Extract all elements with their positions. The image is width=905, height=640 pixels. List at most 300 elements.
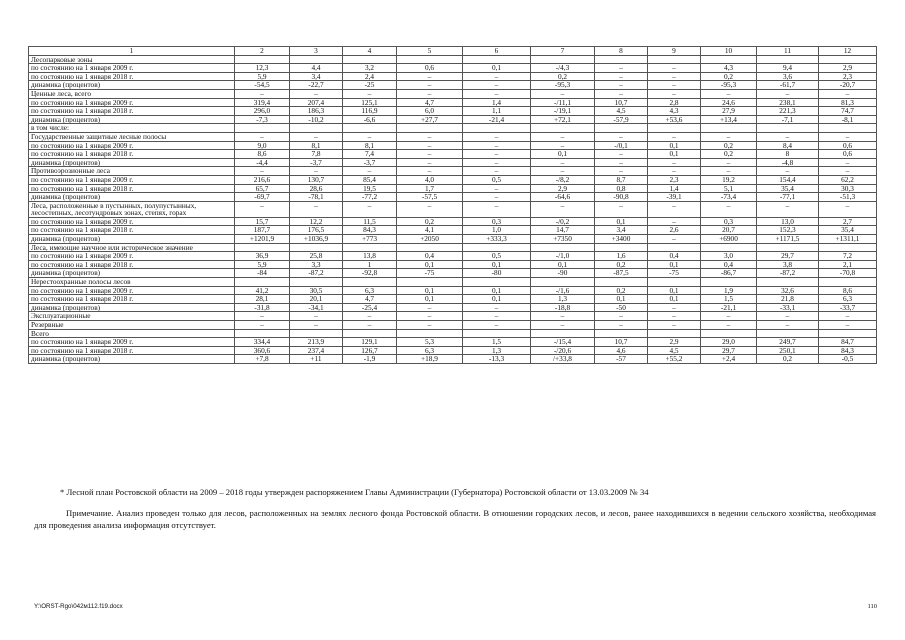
table-cell [819, 329, 877, 338]
table-cell: – [531, 167, 595, 176]
table-cell: – [595, 64, 648, 73]
table-cell: -/11,1 [531, 98, 595, 107]
table-cell [290, 278, 343, 287]
table-cell: -22,7 [290, 81, 343, 90]
table-cell: – [235, 89, 290, 98]
table-cell: 0,4 [701, 260, 757, 269]
table-cell: 7,8 [290, 150, 343, 159]
row-label: по состоянию на 1 января 2009 г. [29, 252, 235, 261]
table-cell: – [397, 141, 463, 150]
table-cell: 32,6 [757, 286, 819, 295]
table-cell: -57 [595, 355, 648, 364]
table-cell: – [463, 193, 531, 202]
row-label: Нерестоохранные полосы лесов [29, 278, 235, 287]
table-cell: – [463, 89, 531, 98]
table-cell: +72,1 [531, 115, 595, 124]
table-cell [290, 329, 343, 338]
table-cell [343, 243, 397, 252]
row-label: по состоянию на 1 января 2018 г. [29, 72, 235, 81]
row-label: по состоянию на 1 января 2009 г. [29, 338, 235, 347]
table-cell: 1,5 [701, 295, 757, 304]
column-number: 10 [701, 47, 757, 56]
table-cell: – [290, 201, 343, 217]
table-row [29, 141, 877, 150]
table-cell: +1036,9 [290, 235, 343, 244]
table-cell: +3400 [595, 235, 648, 244]
column-number: 9 [648, 47, 701, 56]
row-label: Противоэрозионные леса [29, 167, 235, 176]
table-cell: -33,1 [757, 303, 819, 312]
table-cell: -70,8 [819, 269, 877, 278]
table-cell: 0,1 [531, 260, 595, 269]
table-cell [819, 124, 877, 133]
table-cell: – [397, 150, 463, 159]
column-number: 8 [595, 47, 648, 56]
table-cell: 1,3 [463, 346, 531, 355]
table-cell [235, 278, 290, 287]
table-cell: -57,5 [397, 193, 463, 202]
table-cell: 0,1 [531, 150, 595, 159]
table-cell: – [595, 312, 648, 321]
row-label: Леса, имеющие научное или историческое значение [29, 243, 235, 252]
table-cell: 0,1 [648, 141, 701, 150]
table-row [29, 338, 877, 347]
table-cell: -25,4 [343, 303, 397, 312]
table-cell: – [463, 81, 531, 90]
table-cell [819, 55, 877, 64]
table-cell: 0,5 [463, 252, 531, 261]
table-cell: -92,8 [343, 269, 397, 278]
table-cell: – [397, 81, 463, 90]
table-cell: -31,8 [235, 303, 290, 312]
table-cell: – [819, 312, 877, 321]
table-cell: – [701, 321, 757, 330]
table-cell: – [290, 167, 343, 176]
table-cell: -4,8 [757, 158, 819, 167]
table-cell: 207,4 [290, 98, 343, 107]
table-cell: – [595, 132, 648, 141]
table-cell [463, 55, 531, 64]
table-cell: 25,8 [290, 252, 343, 261]
table-cell: -61,7 [757, 81, 819, 90]
table-cell [595, 243, 648, 252]
table-cell: -/8,2 [531, 175, 595, 184]
table-cell: 20,1 [290, 295, 343, 304]
table-cell: 10,7 [595, 98, 648, 107]
table-cell: -95,3 [531, 81, 595, 90]
table-cell: 130,7 [290, 175, 343, 184]
table-row [29, 278, 877, 287]
table-cell: 176,5 [290, 226, 343, 235]
table-cell: 6,3 [343, 286, 397, 295]
table-row [29, 158, 877, 167]
table-cell: – [531, 141, 595, 150]
table-cell: – [757, 312, 819, 321]
table-cell: 7,2 [819, 252, 877, 261]
table-cell: 85,4 [343, 175, 397, 184]
table-cell: 11,5 [343, 217, 397, 226]
table-cell: 36,9 [235, 252, 290, 261]
table-row [29, 115, 877, 124]
table-cell: 1,7 [397, 184, 463, 193]
table-cell: +7,8 [235, 355, 290, 364]
table-cell: 0,2 [595, 286, 648, 295]
table-row [29, 150, 877, 159]
row-label: динамика (процентов) [29, 303, 235, 312]
table-cell: 4,7 [343, 295, 397, 304]
table-cell: -8,1 [819, 115, 877, 124]
table-cell: – [463, 72, 531, 81]
table-cell [531, 243, 595, 252]
table-cell: /+33,8 [531, 355, 595, 364]
table-cell: 6,0 [397, 107, 463, 116]
table-cell: – [701, 132, 757, 141]
table-cell: -1,9 [343, 355, 397, 364]
table-cell: 27,9 [701, 107, 757, 116]
table-cell: -86,7 [701, 269, 757, 278]
table-cell: -90,8 [595, 193, 648, 202]
table-cell [235, 243, 290, 252]
table-cell [397, 55, 463, 64]
table-cell: 3,8 [757, 260, 819, 269]
row-label: динамика (процентов) [29, 193, 235, 202]
table-cell: 129,1 [343, 338, 397, 347]
table-cell: 30,3 [819, 184, 877, 193]
table-cell: 216,6 [235, 175, 290, 184]
table-cell: -78,1 [290, 193, 343, 202]
table-cell: 2,1 [819, 260, 877, 269]
table-cell: +11 [290, 355, 343, 364]
table-cell: – [397, 132, 463, 141]
column-number: 3 [290, 47, 343, 56]
table-cell: – [235, 132, 290, 141]
table-cell: 81,3 [819, 98, 877, 107]
table-cell: – [648, 217, 701, 226]
table-cell [235, 124, 290, 133]
table-cell: -64,6 [531, 193, 595, 202]
column-number: 1 [29, 47, 235, 56]
table-cell: – [701, 312, 757, 321]
table-cell: 15,7 [235, 217, 290, 226]
table-cell: – [397, 201, 463, 217]
table-cell: – [819, 158, 877, 167]
table-cell: -21,1 [701, 303, 757, 312]
table-cell: – [595, 201, 648, 217]
row-label: динамика (процентов) [29, 355, 235, 364]
table-cell: -50 [595, 303, 648, 312]
table-cell [701, 329, 757, 338]
table-cell [531, 329, 595, 338]
table-cell: -/0,1 [595, 141, 648, 150]
row-label: по состоянию на 1 января 2009 г. [29, 217, 235, 226]
table-cell: 0,2 [701, 150, 757, 159]
table-row [29, 98, 877, 107]
row-label: Ценные леса, всего [29, 89, 235, 98]
table-cell: 41,2 [235, 286, 290, 295]
table-cell: 186,3 [290, 107, 343, 116]
table-row [29, 321, 877, 330]
table-row [29, 312, 877, 321]
table-cell: 2,9 [531, 184, 595, 193]
table-cell: -18,8 [531, 303, 595, 312]
row-label: в том числе: [29, 124, 235, 133]
table-cell: – [397, 167, 463, 176]
table-cell: +773 [343, 235, 397, 244]
table-cell: -/1,6 [531, 286, 595, 295]
table-cell: -80 [463, 269, 531, 278]
table-cell [701, 278, 757, 287]
table-cell [343, 124, 397, 133]
table-cell: 29,7 [701, 346, 757, 355]
column-number: 5 [397, 47, 463, 56]
table-cell: – [595, 167, 648, 176]
table-cell: – [290, 321, 343, 330]
table-cell [648, 278, 701, 287]
table-row [29, 260, 877, 269]
page-number: 110 [867, 603, 877, 610]
table-cell: +13,4 [701, 115, 757, 124]
table-cell: 35,4 [757, 184, 819, 193]
table-cell: – [648, 132, 701, 141]
table-cell: 0,1 [397, 286, 463, 295]
table-cell: -87,2 [757, 269, 819, 278]
table-cell: 20,7 [701, 226, 757, 235]
table-row [29, 132, 877, 141]
table-cell [235, 329, 290, 338]
table-cell: +333,3 [463, 235, 531, 244]
table-cell: +7350 [531, 235, 595, 244]
table-cell: 126,7 [343, 346, 397, 355]
row-label: по состоянию на 1 января 2018 г. [29, 184, 235, 193]
table-cell [463, 278, 531, 287]
table-cell: 319,4 [235, 98, 290, 107]
table-cell: -77,2 [343, 193, 397, 202]
table-cell [531, 55, 595, 64]
forest-data-table [28, 46, 877, 364]
table-cell: -77,1 [757, 193, 819, 202]
table-cell: – [595, 321, 648, 330]
table-cell [757, 55, 819, 64]
table-cell [819, 278, 877, 287]
table-cell: -34,1 [290, 303, 343, 312]
table-cell: -75 [397, 269, 463, 278]
table-cell: 2,9 [819, 64, 877, 73]
table-cell: – [648, 81, 701, 90]
table-cell [701, 55, 757, 64]
table-row [29, 346, 877, 355]
table-cell: 28,6 [290, 184, 343, 193]
table-cell [397, 329, 463, 338]
table-cell: +2,4 [701, 355, 757, 364]
table-cell: – [757, 321, 819, 330]
table-row [29, 201, 877, 217]
table-row [29, 286, 877, 295]
table-cell: 0,6 [819, 141, 877, 150]
table-cell: – [648, 72, 701, 81]
table-cell [397, 278, 463, 287]
table-cell: +1311,1 [819, 235, 877, 244]
table-cell: 0,6 [819, 150, 877, 159]
table-cell: -7,1 [757, 115, 819, 124]
table-cell: -39,1 [648, 193, 701, 202]
table-cell: – [819, 167, 877, 176]
column-number: 2 [235, 47, 290, 56]
table-cell: 0,3 [701, 217, 757, 226]
table-cell: – [463, 132, 531, 141]
table-cell: – [235, 167, 290, 176]
table-cell: 1,3 [531, 295, 595, 304]
table-cell: 1,6 [595, 252, 648, 261]
table-cell: 3,0 [701, 252, 757, 261]
row-label: динамика (процентов) [29, 115, 235, 124]
table-cell: 0,4 [648, 252, 701, 261]
table-cell: 2,6 [648, 226, 701, 235]
table-cell: 2,8 [648, 98, 701, 107]
table-cell: 187,7 [235, 226, 290, 235]
table-cell: 2,3 [648, 175, 701, 184]
table-cell: 8,6 [819, 286, 877, 295]
table-cell: – [648, 167, 701, 176]
table-cell: -84 [235, 269, 290, 278]
table-cell: – [595, 158, 648, 167]
table-row [29, 89, 877, 98]
table-cell: 0,5 [463, 175, 531, 184]
table-row [29, 193, 877, 202]
table-cell: 1,4 [648, 184, 701, 193]
table-cell: – [757, 167, 819, 176]
table-cell: +1171,5 [757, 235, 819, 244]
row-label: по состоянию на 1 января 2018 г. [29, 150, 235, 159]
table-cell: -20,7 [819, 81, 877, 90]
row-label: динамика (процентов) [29, 269, 235, 278]
table-cell: 154,4 [757, 175, 819, 184]
table-cell: 4,1 [397, 226, 463, 235]
table-cell [343, 278, 397, 287]
row-label: по состоянию на 1 января 2009 г. [29, 98, 235, 107]
table-cell: – [343, 89, 397, 98]
table-cell [757, 243, 819, 252]
table-cell: – [397, 158, 463, 167]
row-label: динамика (процентов) [29, 235, 235, 244]
table-cell: – [648, 89, 701, 98]
table-cell: -13,3 [463, 355, 531, 364]
table-cell: -57,9 [595, 115, 648, 124]
table-cell: 0,2 [757, 355, 819, 364]
table-cell: -/1,0 [531, 252, 595, 261]
table-cell [463, 124, 531, 133]
table-cell: 7,4 [343, 150, 397, 159]
table-cell: 62,2 [819, 175, 877, 184]
table-cell: 1,1 [463, 107, 531, 116]
table-cell: – [290, 312, 343, 321]
table-cell: 2,3 [819, 72, 877, 81]
table-cell: 0,1 [463, 64, 531, 73]
table-cell: 84,7 [819, 338, 877, 347]
table-cell: 1,9 [701, 286, 757, 295]
table-cell: 0,1 [397, 295, 463, 304]
table-cell [343, 329, 397, 338]
row-label: Лесопарковые зоны [29, 55, 235, 64]
table-cell: 13,8 [343, 252, 397, 261]
table-cell [648, 243, 701, 252]
table-cell: 0,1 [648, 150, 701, 159]
table-cell [290, 124, 343, 133]
table-cell: 14,7 [531, 226, 595, 235]
table-cell: 21,8 [757, 295, 819, 304]
table-cell: -/0,2 [531, 217, 595, 226]
table-row [29, 252, 877, 261]
table-cell: – [819, 89, 877, 98]
table-cell: -3,7 [343, 158, 397, 167]
row-label: динамика (процентов) [29, 158, 235, 167]
table-cell [397, 124, 463, 133]
table-cell: – [290, 89, 343, 98]
table-cell: 3,6 [757, 72, 819, 81]
table-row [29, 355, 877, 364]
table-cell: – [463, 150, 531, 159]
table-cell: – [343, 312, 397, 321]
table-cell [463, 243, 531, 252]
table-cell: 8,7 [595, 175, 648, 184]
table-cell: +6900 [701, 235, 757, 244]
table-row [29, 167, 877, 176]
table-cell: 19,2 [701, 175, 757, 184]
table-cell: – [648, 312, 701, 321]
table-cell [531, 124, 595, 133]
table-cell: 1,0 [463, 226, 531, 235]
table-cell: +55,2 [648, 355, 701, 364]
table-cell: – [531, 321, 595, 330]
table-cell: – [648, 64, 701, 73]
table-cell: – [463, 167, 531, 176]
table-cell: – [701, 167, 757, 176]
table-row [29, 243, 877, 252]
table-cell [343, 55, 397, 64]
table-cell: – [235, 312, 290, 321]
row-label: Резервные [29, 321, 235, 330]
table-cell: 5,3 [397, 338, 463, 347]
table-cell: 24,6 [701, 98, 757, 107]
table-cell: 0,1 [648, 286, 701, 295]
table-cell: – [463, 158, 531, 167]
table-row [29, 72, 877, 81]
table-cell: 12,3 [235, 64, 290, 73]
table-cell: – [595, 89, 648, 98]
table-cell: 29,7 [757, 252, 819, 261]
table-cell [290, 243, 343, 252]
table-cell: 3,4 [595, 226, 648, 235]
table-cell: 28,1 [235, 295, 290, 304]
table-cell: 2,4 [343, 72, 397, 81]
row-label: по состоянию на 1 января 2009 г. [29, 141, 235, 150]
table-cell: +18,9 [397, 355, 463, 364]
table-cell: -0,5 [819, 355, 877, 364]
table-cell: – [757, 201, 819, 217]
table-cell [648, 124, 701, 133]
table-cell: – [463, 141, 531, 150]
table-cell: 125,1 [343, 98, 397, 107]
column-number: 6 [463, 47, 531, 56]
table-cell: 116,9 [343, 107, 397, 116]
table-cell: -/4,3 [531, 64, 595, 73]
table-row [29, 64, 877, 73]
table-cell: 0,1 [595, 295, 648, 304]
row-label: Всего [29, 329, 235, 338]
table-cell: – [531, 132, 595, 141]
table-row [29, 303, 877, 312]
table-cell: 0,8 [595, 184, 648, 193]
table-cell: – [343, 167, 397, 176]
